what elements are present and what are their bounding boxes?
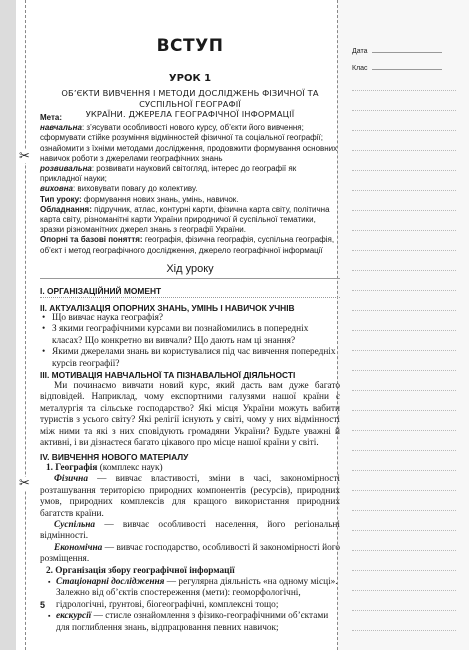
page-number: 5 — [40, 600, 46, 610]
date-field[interactable]: Дата — [352, 46, 442, 55]
note-line — [352, 490, 456, 491]
left-margin-strip — [0, 0, 16, 650]
lesson-equipment: Обладнання: підручник, атлас, контурні карти, фізична карта світу, політична карта світу, різноманітні карти України природничої й суспільної тематики, зразки різноманітних джерел знань з географії України. — [40, 204, 330, 235]
lesson-flow-heading: Хід уроку — [166, 263, 214, 275]
goal-upbringing: виховна: виховувати повагу до колективу. — [40, 184, 198, 194]
note-line — [352, 450, 456, 451]
list-item: ▪ Стаціонарні дослідження — регулярна діяльність «на одному місці». Залежно від об’єктів спостереження (мети): геоморфологічні, гідрологічні, ґрунтові, біогеографічні, комплексні тощо; — [40, 577, 340, 611]
note-line — [352, 250, 456, 251]
note-line — [352, 150, 456, 151]
note-line — [352, 610, 456, 611]
list-item: 1. Географія (комплекс наук) — [46, 463, 163, 473]
note-line — [352, 530, 456, 531]
lesson-label: УРОК 1 — [168, 73, 212, 84]
note-line — [352, 170, 456, 171]
notes-margin — [337, 0, 469, 650]
list-item: 2. Організація збору географічної інформації — [46, 565, 235, 576]
section-heading: IV. ВИВЧЕННЯ НОВОГО МАТЕРІАЛУ — [40, 452, 189, 462]
scissors-icon: ✂ — [19, 149, 30, 164]
note-line — [352, 550, 456, 551]
motivation-paragraph: Ми починаємо вивчати новий курс, який дасть вам дуже багато відповідей. Наприклад, чому експортними галузями нашої країни є металургія та сільське господарство? Які місця України можуть вабити туристів з усього світу? Які релігії існують у світі, чому у них відмінності між ними та які з них сповідують громадяни України? Будьте уважні й активні, і ви дізнаєтеся багато цікавого про місце нашої країни у світі. — [40, 381, 340, 449]
note-line — [352, 430, 456, 431]
note-line — [352, 270, 456, 271]
section-heading: ІІ. АКТУАЛІЗАЦІЯ ОПОРНИХ ЗНАНЬ, УМІНЬ І НАВИЧОК УЧНІВ — [40, 303, 295, 313]
note-line — [352, 470, 456, 471]
scissors-icon: ✂ — [19, 476, 30, 491]
page-title: ВСТУП — [156, 36, 224, 56]
note-line — [352, 630, 456, 631]
lesson-type: Тип уроку: формування нових знань, умінь, навичок. — [40, 194, 239, 204]
lesson-concepts: Опорні та базові поняття: географія, фізична географія, суспільна географія, об’єкт і метод географічного дослідження, джерело географічної інформації — [40, 235, 335, 255]
section-heading: І. ОРГАНІЗАЦІЙНИЙ МОМЕНТ — [40, 286, 162, 296]
note-line — [352, 290, 456, 291]
list-item: • З якими географічними курсами ви познайомились в попередніх класах? Що конкретно ви вивчали? Що дають нам ці знання? — [40, 324, 340, 347]
list-item: Суспільна — вивчає особливості населення, його регіональні відмінності. — [40, 520, 340, 542]
note-line — [352, 230, 456, 231]
note-line — [352, 190, 456, 191]
page-content — [40, 0, 340, 650]
note-line — [352, 310, 456, 311]
note-line — [352, 130, 456, 131]
list-item: Фізична — вивчає властивості, зміни в часі, закономірності розташування територією природних компонентів (ресурсів), природних умов, природних комплексів для кращого використання природних багатств країни. — [40, 474, 340, 519]
note-line — [352, 570, 456, 571]
divider — [40, 278, 340, 279]
list-item: • Що вивчає наука географія? — [40, 313, 340, 324]
note-line — [352, 510, 456, 511]
list-item: • Якими джерелами знань ви користувалися під час вивчення попередніх курсів географії? — [40, 347, 340, 370]
class-field[interactable]: Клас — [352, 63, 442, 72]
list-item: Економічна — вивчає господарство, особливості й закономірності його розміщення. — [40, 542, 340, 565]
note-line — [352, 330, 456, 331]
cut-line-left — [25, 0, 26, 650]
note-line — [352, 210, 456, 211]
section-heading: ІІІ. МОТИВАЦІЯ НАВЧАЛЬНОЇ ТА ПІЗНАВАЛЬНОЇ ДІЯЛЬНОСТІ — [40, 370, 296, 380]
note-line — [352, 410, 456, 411]
list-item: ▪ екскурсії — стисле ознайомлення з фізико-географічними об’єктами для поглиблення знань, відпрацювання певних навичок; — [40, 611, 340, 634]
note-line — [352, 370, 456, 371]
goal-label: Мета: — [40, 113, 63, 122]
divider — [40, 297, 340, 298]
lesson-topic: ОБ’ЄКТИ ВИВЧЕННЯ І МЕТОДИ ДОСЛІДЖЕНЬ ФІЗИЧНОЇ ТА СУСПІЛЬНОЇ ГЕОГРАФІЇ УКРАЇНИ. ДЖЕРЕЛА ГЕОГРАФІЧНОЇ ІНФОРМАЦІЇ — [61, 88, 319, 119]
lesson-meta — [40, 113, 340, 256]
new-material — [40, 463, 340, 634]
goal-educational: навчальна: з’ясувати особливості нового курсу, об’єкти його вивчення; сформувати стійке розуміння відмінностей фізичної та соціальної географії; ознайомити з їхніми методами дослідження, продовжити формування основних навичок роботи з джерелами географічних знань — [40, 123, 338, 163]
review-questions — [40, 313, 340, 370]
goal-developmental: розвивальна: розвивати науковий світогляд, інтерес до географії як прикладної науки; — [40, 164, 297, 184]
note-line — [352, 590, 456, 591]
note-line — [352, 110, 456, 111]
note-line — [352, 390, 456, 391]
note-line — [352, 350, 456, 351]
note-line — [352, 90, 456, 91]
